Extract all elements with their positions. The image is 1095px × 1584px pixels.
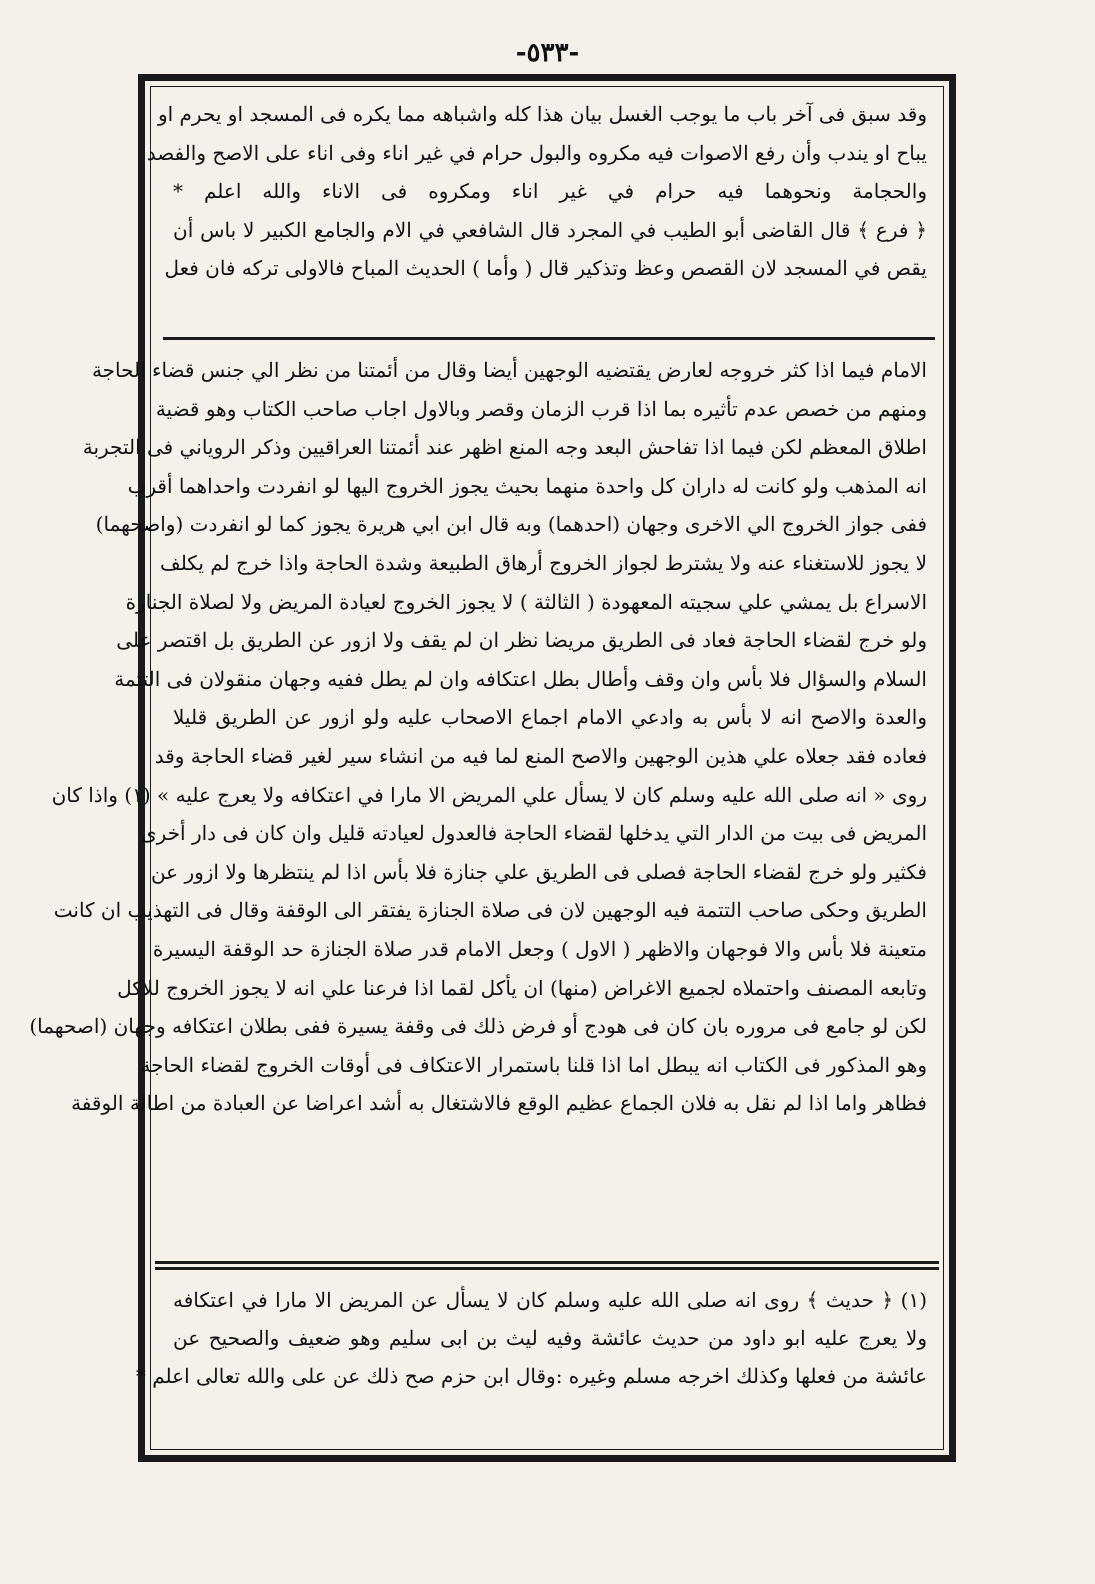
matn-line: وقد سبق فى آخر باب ما يوجب الغسل بيان هذا كله واشباهه مما يكره فى المسجد او يحرم او xyxy=(157,102,927,126)
sharh-line: ومنهم من خصص عدم تأثيره بما اذا قرب الزمان وقصر وبالاول اجاب صاحب الكتاب وهو قضية xyxy=(155,396,927,421)
page-frame xyxy=(29,74,956,1462)
divider-rule xyxy=(163,337,935,340)
footnote-line: عائشة من فعلها وكذلك اخرجه مسلم وغيره :وقال ابن حزم صح ذلك عن على والله تعالى اعلم * xyxy=(135,1364,927,1388)
footnote-line: ولا يعرج عليه ابو داود من حديث عائشة وفيه ليث بن ابى سليم وهو ضعيف والصحيح عن xyxy=(173,1326,927,1350)
sharh-line: لا يجوز للاستغناء عنه ولا يشترط لجواز الخروج أرهاق الطبيعة وشدة الحاجة واذا خرج لم يكلف xyxy=(159,550,927,575)
sharh-line: ولو خرج لقضاء الحاجة فعاد فى الطريق مريضا نظر ان لم يقف ولا ازور عن الطريق بل اقتصر على xyxy=(116,628,927,653)
sharh-text xyxy=(29,351,927,1123)
sharh-line: والعدة والاصح انه لا بأس به وادعي الامام اجماع الاصحاب عليه ولو ازور عن الطريق قليلا xyxy=(173,705,927,730)
sharh-line: وتابعه المصنف واحتملاه لجميع الاغراض (منها) ان يأكل لقما اذا فرعنا علي انه لا يجوز الخروج للاكل xyxy=(117,975,927,1000)
sharh-line: فكثير ولو خرج لقضاء الحاجة فصلى فى الطريق علي جنازة فلا بأس اذا لم ينتظرها ولا ازور عن xyxy=(150,859,927,884)
sharh-line: الامام فيما اذا كثر خروجه لعارض يقتضيه الوجهين أيضا وقال من أئمتنا من نظر الي جنس قضاء الحاجة xyxy=(91,358,927,382)
sharh-line: اطلاق المعظم لكن فيما اذا تفاحش البعد وجه المنع اظهر عند أئمتنا العراقيين وذكر الروياني فى التجربة xyxy=(82,435,927,460)
sharh-line: الطريق وحكى صاحب التتمة فيه الوجهين لان فى صلاة الجنازة يفتقر الى الوقفة وقال فى التهذيب ان كانت xyxy=(53,898,927,923)
sharh-line: فظاهر واما اذا لم نقل به فلان الجماع عظيم الوقع فالاشتغال به أشد اعراضا عن العبادة من اطالة الوقفة xyxy=(71,1091,927,1116)
footnote-text xyxy=(135,1281,927,1395)
page-number: -٥٣٣- xyxy=(515,38,580,68)
sharh-line: روى « انه صلى الله عليه وسلم كان لا يسأل علي المريض الا مارا في اعتكافه ولا يعرج عليه » (١) واذا كان xyxy=(51,782,927,807)
matn-line: ﴿ فرع ﴾ قال القاضى أبو الطيب في المجرد قال الشافعي في الام والجامع الكبير لا باس أن xyxy=(173,217,927,242)
sharh-line: متعينة فلا بأس والا فوجهان والاظهر ( الاول ) وجعل الامام قدر صلاة الجنازة حد الوقفة اليسيرة xyxy=(152,936,927,961)
sharh-line: ففى جواز الخروج الي الاخرى وجهان (احدهما) وبه قال ابن ابي هريرة يجوز كما لو انفردت (واصحهما) xyxy=(95,512,927,537)
footnote-line: (١) ﴿ حديث ﴾ روى انه صلى الله عليه وسلم كان لا يسأل عن المريض الا مارا في اعتكافه xyxy=(173,1288,927,1312)
sharh-line: انه المذهب ولو كانت له داران كل واحدة منهما بحيث يجوز الخروج اليها لو انفردت واحداهما أقرب xyxy=(127,473,927,498)
sharh-line: المريض فى بيت من الدار التي يدخلها لقضاء الحاجة فالعدول لعيادته قليل وان كان فى دار أخرى xyxy=(141,821,927,846)
matn-line: والحجامة ونحوهما فيه حرام في غير اناء ومكروه فى الاناء والله اعلم * xyxy=(173,179,927,203)
sharh-line: لكن لو جامع فى مروره بان كان فى هودج أو فرض ذلك فى وقفة يسيرة ففى بطلان اعتكافه وجهان (اصحهما) xyxy=(29,1014,927,1039)
matn-text xyxy=(146,95,927,288)
matn-line: يقص في المسجد لان القصص وعظ وتذكير قال ( وأما ) الحديث المباح فالاولى تركه فان فعل xyxy=(164,256,927,280)
sharh-line: الاسراع بل يمشي علي سجيته المعهودة ( الثالثة ) لا يجوز الخروج لعيادة المريض ولا لصلاة الجنازة xyxy=(125,589,927,614)
matn-line: يباح او يندب وأن رفع الاصوات فيه مكروه والبول حرام في غير اناء وفى اناء على الاصح والفصد xyxy=(146,140,927,165)
sharh-line: السلام والسؤال فلا بأس وان وقف وأطال بطل اعتكافه وان لم يطل ففيه وجهان منقولان فى التتمة xyxy=(114,666,927,691)
footnote-divider xyxy=(155,1261,939,1270)
sharh-line: فعاده فقد جعلاه علي هذين الوجهين والاصح المنع لما فيه من انشاء سير لغير قضاء الحاجة وقد xyxy=(154,743,927,768)
sharh-line: وهو المذكور فى الكتاب انه يبطل اما اذا قلنا باستمرار الاعتكاف فى أوقات الخروج لقضاء الحاجة xyxy=(140,1052,927,1077)
